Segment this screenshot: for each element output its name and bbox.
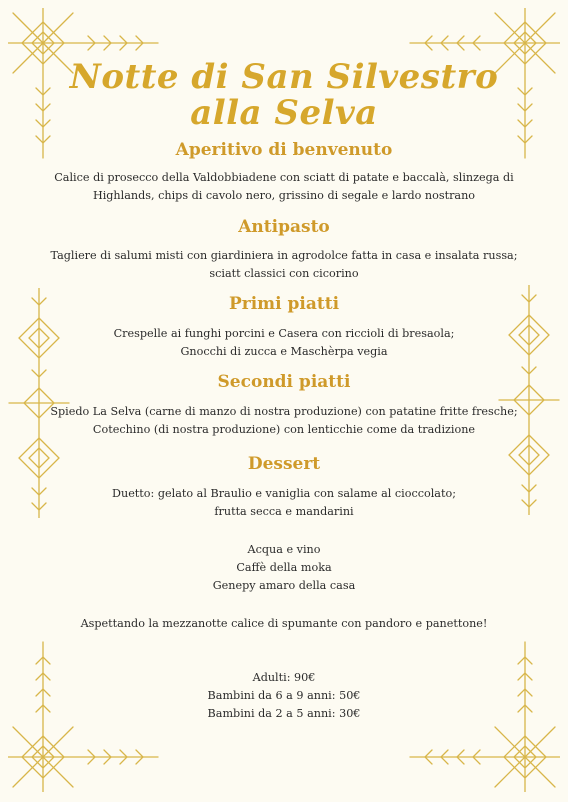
menu-title-line2: alla Selva [190, 93, 378, 133]
price-list [60, 669, 508, 723]
text-line: Cotechino (di nostra produzione) con lenticchie come da tradizione [92, 423, 476, 436]
section-heading-primi: Primi piatti [228, 294, 340, 314]
section-heading-secondi: Secondi piatti [217, 372, 351, 392]
price-children-6-9: Bambini da 6 a 9 anni: 50€ [207, 689, 361, 702]
text-line: Gnocchi di zucca e Maschèrpa vegia [180, 345, 388, 358]
text-line: Duetto: gelato al Braulio e vaniglia con salame al cioccolato; [112, 487, 456, 500]
section-heading-dessert: Dessert [247, 454, 321, 474]
text-line: Spiedo La Selva (carne di manzo di nostra produzione) con patatine fritte fresche; [50, 405, 518, 418]
section-heading-antipasto: Antipasto [238, 217, 330, 237]
text-line: frutta secca e mandarini [214, 505, 354, 518]
section-text-aperitivo [40, 169, 528, 205]
drink-item: Caffè della moka [236, 561, 332, 574]
section-text-secondi [40, 403, 528, 439]
section-text-antipasto [40, 247, 528, 283]
side-ornament-right [494, 285, 564, 515]
text-line: Calice di prosecco della Valdobbiadene con sciatt di patate e baccalà, slinzega di [54, 171, 514, 184]
text-line: Aspettando la mezzanotte calice di spumante con pandoro e panettone! [80, 617, 488, 630]
section-heading-aperitivo: Aperitivo di benvenuto [175, 140, 393, 160]
text-line: Crespelle ai funghi porcini e Casera con riccioli di bresaola; [113, 327, 455, 340]
text-line: Highlands, chips di cavolo nero, grissino di segale e lardo nostrano [92, 189, 476, 202]
drink-item: Genepy amaro della casa [212, 579, 356, 592]
text-line: sciatt classici con cicorino [209, 267, 359, 280]
section-text-dessert [60, 485, 508, 521]
price-children-2-5: Bambini da 2 a 5 anni: 30€ [207, 707, 361, 720]
drinks-list [60, 541, 508, 595]
drink-item: Acqua e vino [247, 543, 321, 556]
text-line: Tagliere di salumi misti con giardiniera in agrodolce fatta in casa e insalata russa; [50, 249, 518, 262]
midnight-note [60, 615, 508, 633]
menu-title-line1: Notte di San Silvestro [69, 57, 499, 97]
price-adults: Adulti: 90€ [252, 671, 316, 684]
section-text-primi [60, 325, 508, 361]
